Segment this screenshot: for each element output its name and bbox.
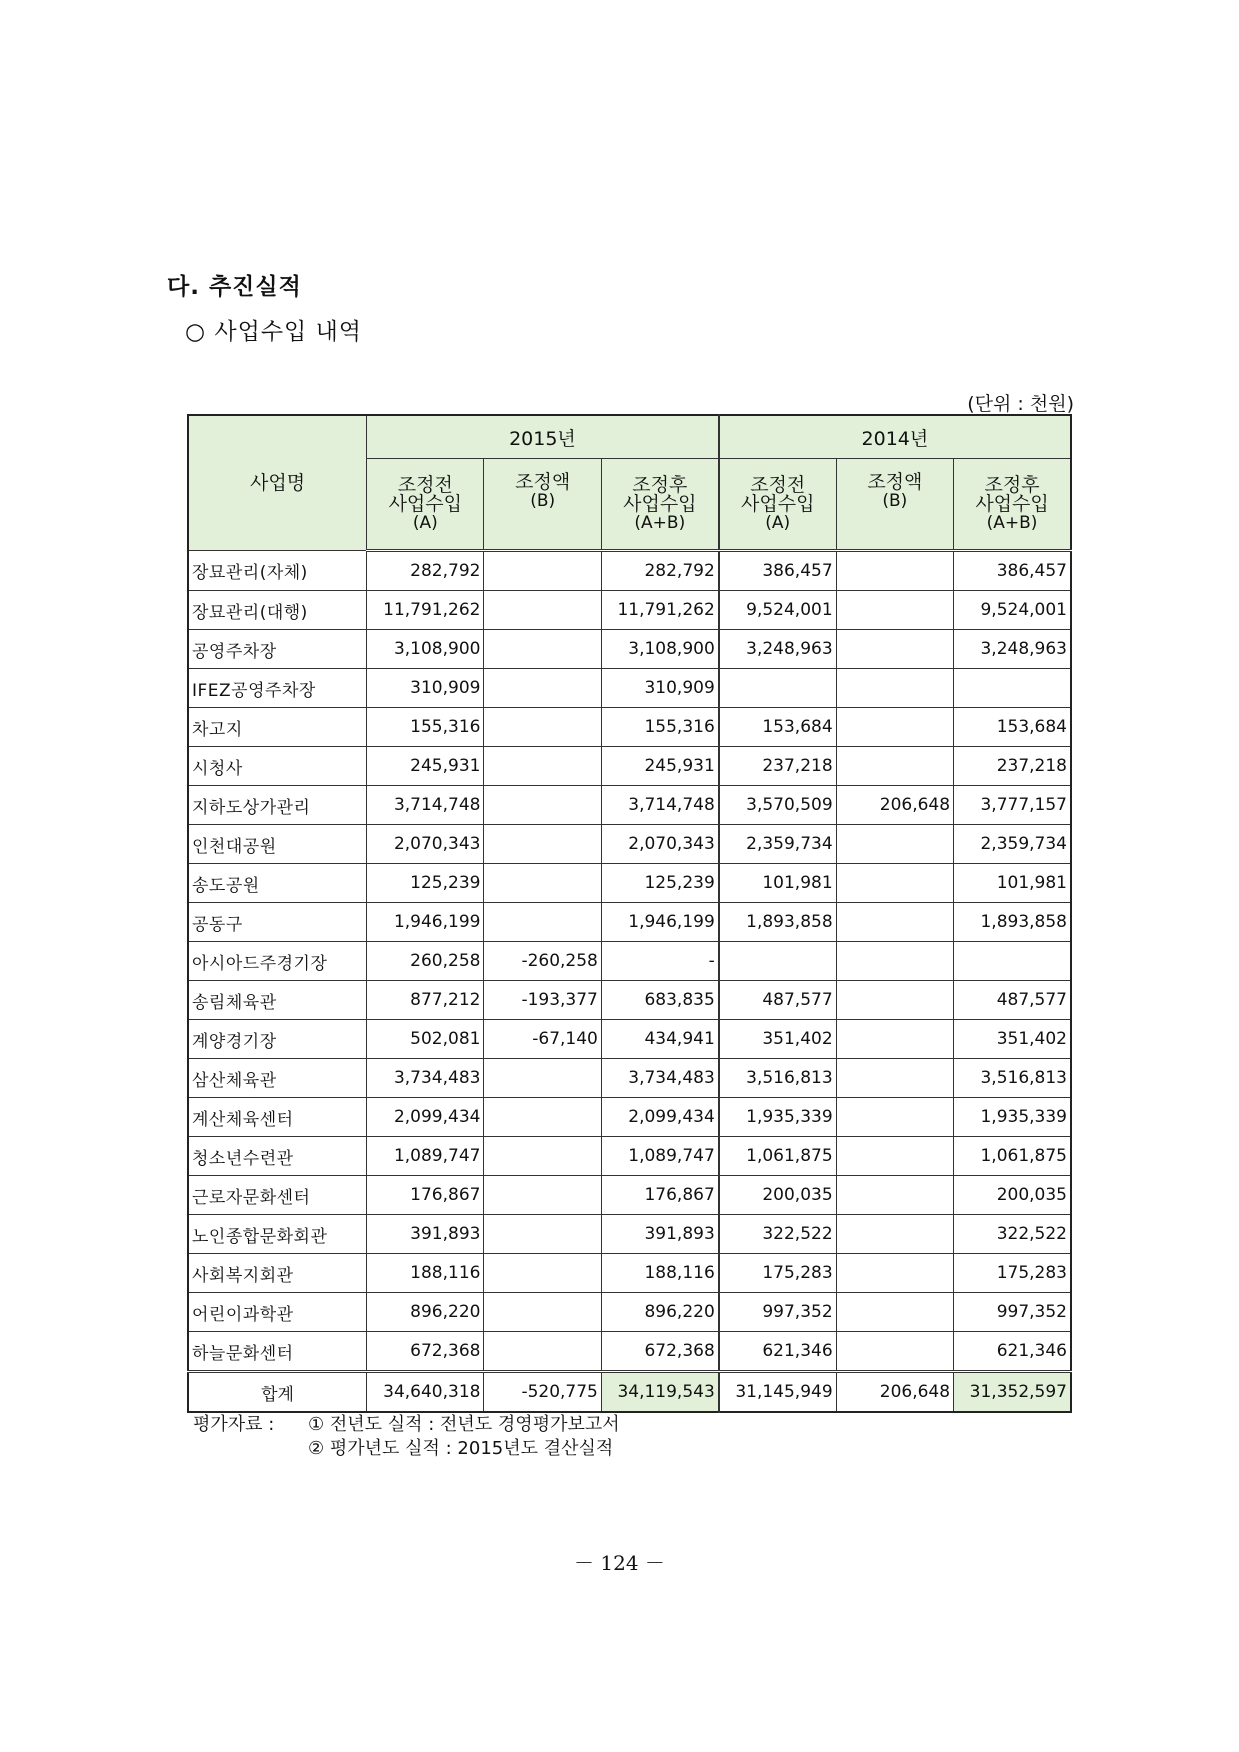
row-value (836, 551, 953, 591)
table-row (188, 1098, 1071, 1137)
table-row (188, 786, 1071, 825)
row-name: 시청사 (188, 747, 367, 786)
row-value: 206,648 (836, 786, 953, 825)
revenue-table (187, 414, 1072, 1413)
row-value: 11,791,262 (367, 591, 484, 630)
row-value (836, 981, 953, 1020)
row-name: 삼산체육관 (188, 1059, 367, 1098)
row-value (484, 551, 601, 591)
row-value: 11,791,262 (601, 591, 718, 630)
row-value (836, 1059, 953, 1098)
total-cell: 206,648 (836, 1372, 953, 1413)
row-value: 3,734,483 (367, 1059, 484, 1098)
row-value: 282,792 (601, 551, 718, 591)
header-before-label2: 사업수입 (388, 492, 462, 515)
notes (193, 1413, 620, 1461)
row-name: 장묘관리(자체) (188, 551, 367, 591)
total-cell: 34,119,543 (601, 1372, 718, 1413)
row-name: 계양경기장 (188, 1020, 367, 1059)
row-value (836, 1293, 953, 1332)
row-value: 101,981 (954, 864, 1071, 903)
row-name: 지하도상가관리 (188, 786, 367, 825)
row-value (836, 864, 953, 903)
row-value: 155,316 (601, 708, 718, 747)
header-adj-code: (B) (882, 491, 908, 511)
row-value (836, 1332, 953, 1372)
unit-label: (단위 : 천원) (967, 393, 1074, 415)
table-row (188, 1020, 1071, 1059)
header-before-code: (A) (765, 512, 791, 533)
row-value: 3,570,509 (719, 786, 836, 825)
row-value: 3,714,748 (601, 786, 718, 825)
row-value (484, 864, 601, 903)
note-item: ① 전년도 실적 : 전년도 경영평가보고서 (308, 1414, 620, 1435)
row-value: 1,946,199 (601, 903, 718, 942)
row-name: 근로자문화센터 (188, 1176, 367, 1215)
header-after-label: 조정후 (984, 473, 1040, 496)
row-value (836, 825, 953, 864)
row-value: 3,248,963 (719, 630, 836, 669)
row-name: 청소년수련관 (188, 1137, 367, 1176)
table-row (188, 1332, 1071, 1372)
total-cell: 31,352,597 (954, 1372, 1071, 1413)
row-value: 175,283 (719, 1254, 836, 1293)
row-value: 621,346 (719, 1332, 836, 1372)
row-value: 487,577 (719, 981, 836, 1020)
header-after-code: (A+B) (634, 512, 686, 533)
row-value (836, 942, 953, 981)
row-value (836, 1137, 953, 1176)
total-cell: 31,145,949 (719, 1372, 836, 1413)
row-value (484, 1176, 601, 1215)
row-value (484, 1098, 601, 1137)
row-value: 877,212 (367, 981, 484, 1020)
row-value: 188,116 (367, 1254, 484, 1293)
table-row (188, 1293, 1071, 1332)
row-value (719, 942, 836, 981)
row-value (484, 669, 601, 708)
row-value (836, 747, 953, 786)
table-row (188, 864, 1071, 903)
row-name: 계산체육센터 (188, 1098, 367, 1137)
header-adj-2015 (484, 459, 601, 551)
header-before-2015 (367, 459, 484, 551)
row-name: 아시아드주경기장 (188, 942, 367, 981)
header-before-2014 (719, 459, 836, 551)
table-row (188, 1254, 1071, 1293)
header-after-label2: 사업수입 (623, 492, 697, 515)
row-value (484, 1293, 601, 1332)
header-after-label: 조정후 (632, 473, 688, 496)
row-value (484, 747, 601, 786)
row-name: 송림체육관 (188, 981, 367, 1020)
row-value: 683,835 (601, 981, 718, 1020)
header-after-label2: 사업수입 (975, 492, 1049, 515)
row-name: 차고지 (188, 708, 367, 747)
row-value: 2,070,343 (367, 825, 484, 864)
row-value (484, 1254, 601, 1293)
subsection-title: ○ 사업수입 내역 (185, 319, 362, 345)
row-value: 101,981 (719, 864, 836, 903)
row-value: 2,099,434 (367, 1098, 484, 1137)
row-value: 282,792 (367, 551, 484, 591)
row-value: 997,352 (719, 1293, 836, 1332)
row-value: 260,258 (367, 942, 484, 981)
page-number: － 124 － (574, 1551, 665, 1575)
row-name: 공영주차장 (188, 630, 367, 669)
row-name: 인천대공원 (188, 825, 367, 864)
row-value (484, 708, 601, 747)
row-value: 391,893 (601, 1215, 718, 1254)
row-value (719, 669, 836, 708)
table-row (188, 747, 1071, 786)
header-after-2014 (954, 459, 1071, 551)
row-value: 3,108,900 (367, 630, 484, 669)
row-name: 송도공원 (188, 864, 367, 903)
header-before-label: 조정전 (750, 473, 806, 496)
row-value: 9,524,001 (954, 591, 1071, 630)
table-row (188, 669, 1071, 708)
row-value: 2,359,734 (719, 825, 836, 864)
row-value: 621,346 (954, 1332, 1071, 1372)
row-value: 1,089,747 (601, 1137, 718, 1176)
row-value: -193,377 (484, 981, 601, 1020)
row-value: 434,941 (601, 1020, 718, 1059)
table-row (188, 981, 1071, 1020)
row-value: 896,220 (367, 1293, 484, 1332)
row-value (484, 630, 601, 669)
table-row (188, 1059, 1071, 1098)
row-value: 9,524,001 (719, 591, 836, 630)
row-name: IFEZ공영주차장 (188, 669, 367, 708)
header-year-2014: 2014년 (719, 415, 1071, 459)
row-value: 245,931 (601, 747, 718, 786)
row-value: 310,909 (601, 669, 718, 708)
row-value: 310,909 (367, 669, 484, 708)
row-value: - (601, 942, 718, 981)
row-value: 155,316 (367, 708, 484, 747)
row-value: 3,734,483 (601, 1059, 718, 1098)
row-value: 176,867 (601, 1176, 718, 1215)
row-value: 125,239 (367, 864, 484, 903)
row-value: 176,867 (367, 1176, 484, 1215)
row-value: 245,931 (367, 747, 484, 786)
notes-label: 평가자료 : (193, 1414, 275, 1435)
row-value: 237,218 (719, 747, 836, 786)
row-value (484, 903, 601, 942)
row-value (836, 1176, 953, 1215)
row-value: 1,893,858 (719, 903, 836, 942)
header-before-code: (A) (412, 512, 438, 533)
row-name: 장묘관리(대행) (188, 591, 367, 630)
row-value: 487,577 (954, 981, 1071, 1020)
row-value (954, 669, 1071, 708)
row-value: 3,516,813 (719, 1059, 836, 1098)
row-value: 3,516,813 (954, 1059, 1071, 1098)
row-value: 1,893,858 (954, 903, 1071, 942)
row-value: 997,352 (954, 1293, 1071, 1332)
row-value (836, 1020, 953, 1059)
row-value (836, 1254, 953, 1293)
header-before-label2: 사업수입 (741, 492, 815, 515)
row-value: 2,070,343 (601, 825, 718, 864)
header-before-label: 조정전 (397, 473, 453, 496)
row-value (484, 825, 601, 864)
row-value (484, 1215, 601, 1254)
row-value: 237,218 (954, 747, 1071, 786)
table-row (188, 591, 1071, 630)
table-row (188, 630, 1071, 669)
row-value: 386,457 (954, 551, 1071, 591)
row-name: 노인종합문화회관 (188, 1215, 367, 1254)
section-title: 다. 추진실적 (167, 274, 302, 300)
row-value: 2,359,734 (954, 825, 1071, 864)
row-value (484, 591, 601, 630)
row-value: 3,108,900 (601, 630, 718, 669)
table-row (188, 942, 1071, 981)
row-name: 사회복지회관 (188, 1254, 367, 1293)
row-value (836, 669, 953, 708)
row-value (484, 1059, 601, 1098)
table-row (188, 1215, 1071, 1254)
row-value: 391,893 (367, 1215, 484, 1254)
total-cell: 34,640,318 (367, 1372, 484, 1413)
row-value: 1,061,875 (954, 1137, 1071, 1176)
header-after-2015 (601, 459, 718, 551)
header-adj-label: 조정액 (867, 471, 923, 493)
row-value: 3,248,963 (954, 630, 1071, 669)
row-value: 351,402 (719, 1020, 836, 1059)
row-value (836, 630, 953, 669)
row-value (484, 786, 601, 825)
row-value: 1,935,339 (954, 1098, 1071, 1137)
row-value: 322,522 (954, 1215, 1071, 1254)
row-value (954, 942, 1071, 981)
row-value (836, 708, 953, 747)
header-business-name: 사업명 (188, 415, 367, 551)
header-year-2015: 2015년 (367, 415, 719, 459)
header-adj-label: 조정액 (515, 471, 571, 493)
header-after-code: (A+B) (986, 512, 1038, 533)
row-value (484, 1137, 601, 1176)
row-value: 386,457 (719, 551, 836, 591)
row-value (836, 903, 953, 942)
total-label: 합계 (188, 1372, 367, 1413)
row-value (836, 1215, 953, 1254)
row-value: 322,522 (719, 1215, 836, 1254)
row-value: 175,283 (954, 1254, 1071, 1293)
row-value: 3,777,157 (954, 786, 1071, 825)
row-value: 1,946,199 (367, 903, 484, 942)
row-value: 672,368 (601, 1332, 718, 1372)
total-row (188, 1372, 1071, 1413)
row-value: 672,368 (367, 1332, 484, 1372)
header-adj-code: (B) (530, 491, 556, 511)
row-value: 2,099,434 (601, 1098, 718, 1137)
row-value: 200,035 (719, 1176, 836, 1215)
row-value: 200,035 (954, 1176, 1071, 1215)
table-row (188, 551, 1071, 591)
header-adj-2014 (836, 459, 953, 551)
row-value: 125,239 (601, 864, 718, 903)
row-value: 1,089,747 (367, 1137, 484, 1176)
table-row (188, 708, 1071, 747)
row-value: 1,061,875 (719, 1137, 836, 1176)
table-row (188, 825, 1071, 864)
row-value: 3,714,748 (367, 786, 484, 825)
row-value: -67,140 (484, 1020, 601, 1059)
table-row (188, 1137, 1071, 1176)
row-name: 하늘문화센터 (188, 1332, 367, 1372)
row-value: 188,116 (601, 1254, 718, 1293)
row-name: 어린이과학관 (188, 1293, 367, 1332)
row-name: 공동구 (188, 903, 367, 942)
table-row (188, 1176, 1071, 1215)
row-value (484, 1332, 601, 1372)
note-item: ② 평가년도 실적 : 2015년도 결산실적 (308, 1438, 614, 1459)
total-cell: -520,775 (484, 1372, 601, 1413)
row-value: 896,220 (601, 1293, 718, 1332)
table-row (188, 903, 1071, 942)
row-value (836, 1098, 953, 1137)
row-value: 153,684 (719, 708, 836, 747)
row-value: -260,258 (484, 942, 601, 981)
row-value: 153,684 (954, 708, 1071, 747)
row-value: 1,935,339 (719, 1098, 836, 1137)
row-value: 502,081 (367, 1020, 484, 1059)
row-value: 351,402 (954, 1020, 1071, 1059)
row-value (836, 591, 953, 630)
